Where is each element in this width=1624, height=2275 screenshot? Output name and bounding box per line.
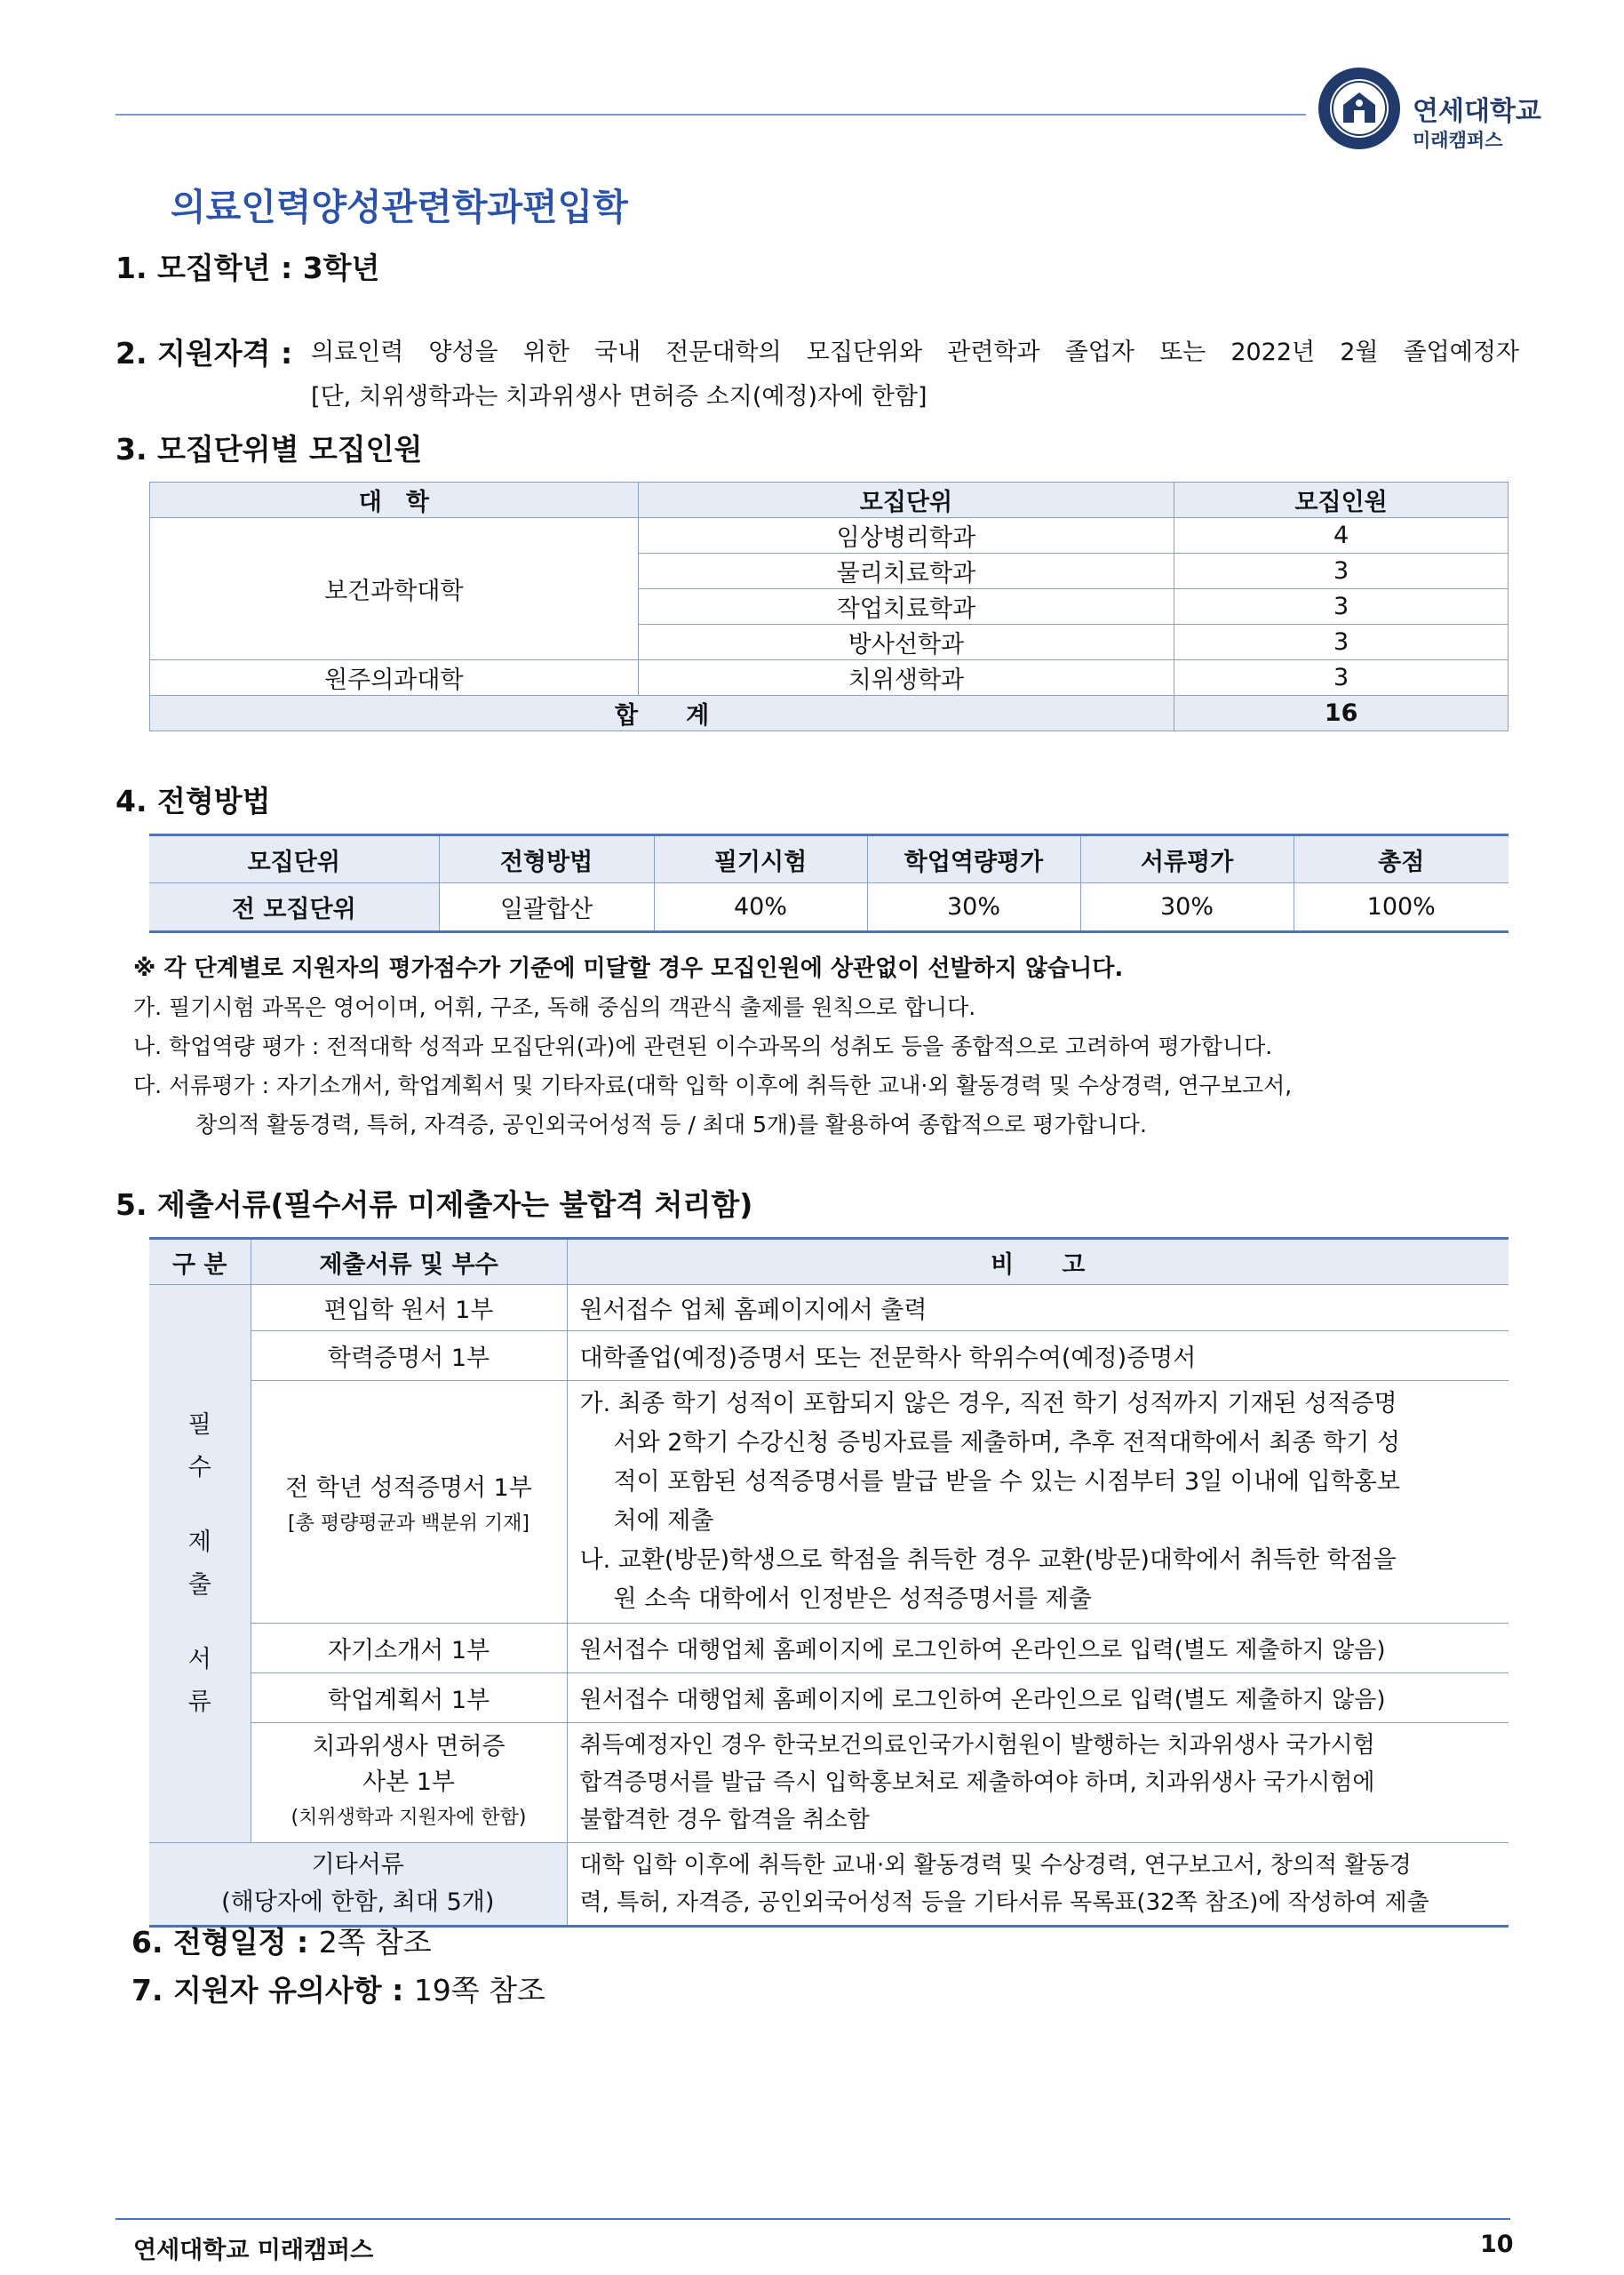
category-char: 출 bbox=[187, 1570, 211, 1599]
note-line: 불합격한 경우 합격을 취소함 bbox=[579, 1807, 870, 1833]
quota-header-unit: 모집단위 bbox=[638, 483, 1174, 518]
table-row bbox=[149, 883, 1509, 932]
footer-rule bbox=[115, 2218, 1510, 2220]
section-7-label: 7. 지원자 유의사항 : bbox=[131, 1973, 404, 2008]
category-char: 제 bbox=[187, 1528, 211, 1556]
section-1-value: 3학년 bbox=[302, 251, 380, 285]
section-6-value: 2쪽 참조 bbox=[318, 1925, 432, 1960]
quota-unit: 작업치료학과 bbox=[638, 589, 1174, 625]
quota-count: 3 bbox=[1174, 554, 1509, 589]
documents-header-doc: 제출서류 및 부수 bbox=[251, 1239, 567, 1285]
university-seal-logo bbox=[1317, 66, 1402, 151]
document-note-license bbox=[567, 1723, 1509, 1843]
quota-unit: 물리치료학과 bbox=[638, 554, 1174, 589]
document-name: 전 학년 성적증명서 1부 bbox=[285, 1474, 532, 1502]
selection-notes bbox=[133, 949, 1519, 1145]
document-name-other bbox=[149, 1843, 567, 1927]
document-sub: [총 평량평균과 백분위 기재] bbox=[288, 1513, 529, 1535]
document-note: 대학졸업(예정)증명서 또는 전문학사 학위수여(예정)증명서 bbox=[567, 1331, 1509, 1381]
method-header: 서류평가 bbox=[1080, 835, 1294, 883]
section-5-label: 5. 제출서류(필수서류 미제출자는 불합격 처리함) bbox=[115, 1187, 753, 1222]
table-row bbox=[149, 1624, 1509, 1673]
note-line: 나. 교환(방문)학생으로 학점을 취득한 경우 교환(방문)대학에서 취득한 학점을 bbox=[579, 1546, 1397, 1574]
section-2-line2: [단, 치위생학과는 치과위생사 면허증 소지(예정)자에 한함] bbox=[311, 383, 927, 411]
table-row bbox=[150, 660, 1509, 696]
note-line: 력, 특허, 자격증, 공인외국어성적 등을 기타서류 목록표(32쪽 참조)에 작성하여 제출 bbox=[579, 1889, 1429, 1916]
section-2-label: 2. 지원자격 : bbox=[115, 336, 293, 371]
document-note-other bbox=[567, 1843, 1509, 1927]
document-note: 원서접수 업체 홈페이지에서 출력 bbox=[567, 1285, 1509, 1331]
documents-category-required bbox=[149, 1285, 251, 1843]
section-6 bbox=[131, 1920, 432, 1961]
section-1 bbox=[115, 245, 379, 287]
quota-header-count: 모집인원 bbox=[1174, 483, 1509, 518]
section-1-label: 1. 모집학년 : bbox=[115, 251, 293, 285]
note-line: 취득예정자인 경우 한국보건의료인국가시험원이 발행하는 치과위생사 국가시험 bbox=[579, 1732, 1375, 1759]
table-row bbox=[149, 1723, 1509, 1843]
category-char: 수 bbox=[187, 1453, 211, 1481]
document-sub: (치위생학과 지원자에 한함) bbox=[291, 1807, 527, 1829]
note-da-1: 다. 서류평가 : 자기소개서, 학업계획서 및 기타자료(대학 입학 이후에 취득한 교내·외 활동경력 및 수상경력, 연구보고서, bbox=[133, 1073, 1293, 1098]
method-header: 총점 bbox=[1294, 835, 1509, 883]
method-cell: 전 모집단위 bbox=[149, 883, 439, 932]
note-line: 적이 포함된 성적증명서를 발급 받을 수 있는 시점부터 3일 이내에 입학홍보 bbox=[613, 1468, 1400, 1496]
table-row bbox=[149, 1285, 1509, 1331]
section-6-label: 6. 전형일정 : bbox=[131, 1925, 309, 1960]
table-row bbox=[149, 1843, 1509, 1927]
method-cell: 일괄합산 bbox=[439, 883, 654, 932]
documents-table bbox=[149, 1237, 1509, 1928]
footer-univ: 연세대학교 미래캠퍼스 bbox=[133, 2237, 374, 2264]
quota-total-label: 합 계 bbox=[150, 696, 1174, 731]
section-7-value: 19쪽 참조 bbox=[413, 1973, 545, 2008]
page-title: 의료인력양성관련학과편입학 bbox=[171, 186, 628, 228]
table-row bbox=[149, 1331, 1509, 1381]
quota-college-2: 원주의과대학 bbox=[150, 660, 639, 696]
document-name-transcript bbox=[251, 1381, 567, 1624]
method-cell: 100% bbox=[1294, 883, 1509, 932]
selection-notice: ※ 각 단계별로 지원자의 평가점수가 기준에 미달할 경우 모집인원에 상관없이 선발하지 않습니다. bbox=[133, 955, 1124, 982]
category-char: 서 bbox=[187, 1645, 211, 1673]
documents-header-note: 비 고 bbox=[567, 1239, 1509, 1285]
page-number: 10 bbox=[1480, 2231, 1514, 2258]
method-cell: 30% bbox=[867, 883, 1080, 932]
section-7 bbox=[131, 1968, 545, 2009]
method-header: 전형방법 bbox=[439, 835, 654, 883]
method-cell: 40% bbox=[654, 883, 867, 932]
quota-header-college: 대 학 bbox=[150, 483, 639, 518]
header-rule bbox=[115, 114, 1306, 116]
document-name-license bbox=[251, 1723, 567, 1843]
quota-count: 3 bbox=[1174, 660, 1509, 696]
document-sub: (해당자에 한함, 최대 5개) bbox=[221, 1888, 495, 1916]
note-ga: 가. 필기시험 과목은 영어이며, 어휘, 구조, 독해 중심의 객관식 출제를 원칙으로 합니다. bbox=[133, 994, 976, 1020]
quota-count: 4 bbox=[1174, 518, 1509, 554]
note-line: 원 소속 대학에서 인정받은 성적증명서를 제출 bbox=[613, 1585, 1092, 1613]
document-name: 사본 1부 bbox=[362, 1768, 455, 1796]
table-row bbox=[150, 518, 1509, 554]
quota-unit: 임상병리학과 bbox=[638, 518, 1174, 554]
method-cell: 30% bbox=[1080, 883, 1294, 932]
document-name: 학업계획서 1부 bbox=[251, 1673, 567, 1723]
note-line: 합격증명서를 발급 즉시 입학홍보처로 제출하여야 하며, 치과위생사 국가시험에 bbox=[579, 1769, 1375, 1796]
note-line: 가. 최종 학기 성적이 포함되지 않은 경우, 직전 학기 성적까지 기재된 성적증명 bbox=[579, 1390, 1397, 1417]
document-name: 자기소개서 1부 bbox=[251, 1624, 567, 1673]
method-header: 필기시험 bbox=[654, 835, 867, 883]
note-line: 서와 2학기 수강신청 증빙자료를 제출하며, 추후 전적대학에서 최종 학기 성 bbox=[613, 1429, 1400, 1457]
quota-college-1: 보건과학대학 bbox=[150, 518, 639, 660]
note-da-2: 창의적 활동경력, 특허, 자격증, 공인외국어성적 등 / 최대 5개)를 활용하여 종합적으로 평가합니다. bbox=[195, 1112, 1147, 1138]
quota-unit: 방사선학과 bbox=[638, 625, 1174, 660]
note-na: 나. 학업역량 평가 : 전적대학 성적과 모집단위(과)에 관련된 이수과목의 성취도 등을 종합적으로 고려하여 평가합니다. bbox=[133, 1034, 1273, 1059]
note-line: 대학 입학 이후에 취득한 교내·외 활동경력 및 수상경력, 연구보고서, 창의적 활동경 bbox=[579, 1852, 1412, 1879]
category-char: 류 bbox=[187, 1688, 211, 1716]
document-name: 치과위생사 면허증 bbox=[312, 1733, 506, 1760]
method-table-header bbox=[149, 835, 1509, 883]
method-header: 학업역량평가 bbox=[867, 835, 1080, 883]
note-line: 처에 제출 bbox=[613, 1507, 714, 1535]
documents-table-header bbox=[149, 1239, 1509, 1285]
document-name: 기타서류 bbox=[311, 1851, 404, 1879]
quota-count: 3 bbox=[1174, 625, 1509, 660]
table-row bbox=[149, 1381, 1509, 1624]
document-note-transcript bbox=[567, 1381, 1509, 1624]
document-note: 원서접수 대행업체 홈페이지에 로그인하여 온라인으로 입력(별도 제출하지 않음) bbox=[567, 1624, 1509, 1673]
document-name: 학력증명서 1부 bbox=[251, 1331, 567, 1381]
section-3-label: 3. 모집단위별 모집인원 bbox=[115, 432, 423, 467]
quota-total-value: 16 bbox=[1174, 696, 1509, 731]
quota-unit: 치위생학과 bbox=[638, 660, 1174, 696]
documents-header-category: 구 분 bbox=[149, 1239, 251, 1285]
selection-method-table bbox=[149, 834, 1509, 933]
document-name: 편입학 원서 1부 bbox=[251, 1285, 567, 1331]
quota-table-header bbox=[150, 483, 1509, 518]
document-note: 원서접수 대행업체 홈페이지에 로그인하여 온라인으로 입력(별도 제출하지 않음) bbox=[567, 1673, 1509, 1723]
method-header: 모집단위 bbox=[149, 835, 439, 883]
section-2-line1: 의료인력 양성을 위한 국내 전문대학의 모집단위와 관련학과 졸업자 또는 2022년 2월 졸업예정자 bbox=[311, 339, 1519, 366]
quota-count: 3 bbox=[1174, 589, 1509, 625]
quota-total-row bbox=[150, 696, 1509, 731]
header-univ-name: 연세대학교 bbox=[1413, 96, 1541, 127]
header-campus: 미래캠퍼스 bbox=[1413, 130, 1503, 151]
quota-table bbox=[149, 482, 1509, 731]
table-row bbox=[149, 1673, 1509, 1723]
section-4-label: 4. 전형방법 bbox=[115, 784, 271, 818]
category-char: 필 bbox=[187, 1410, 211, 1439]
